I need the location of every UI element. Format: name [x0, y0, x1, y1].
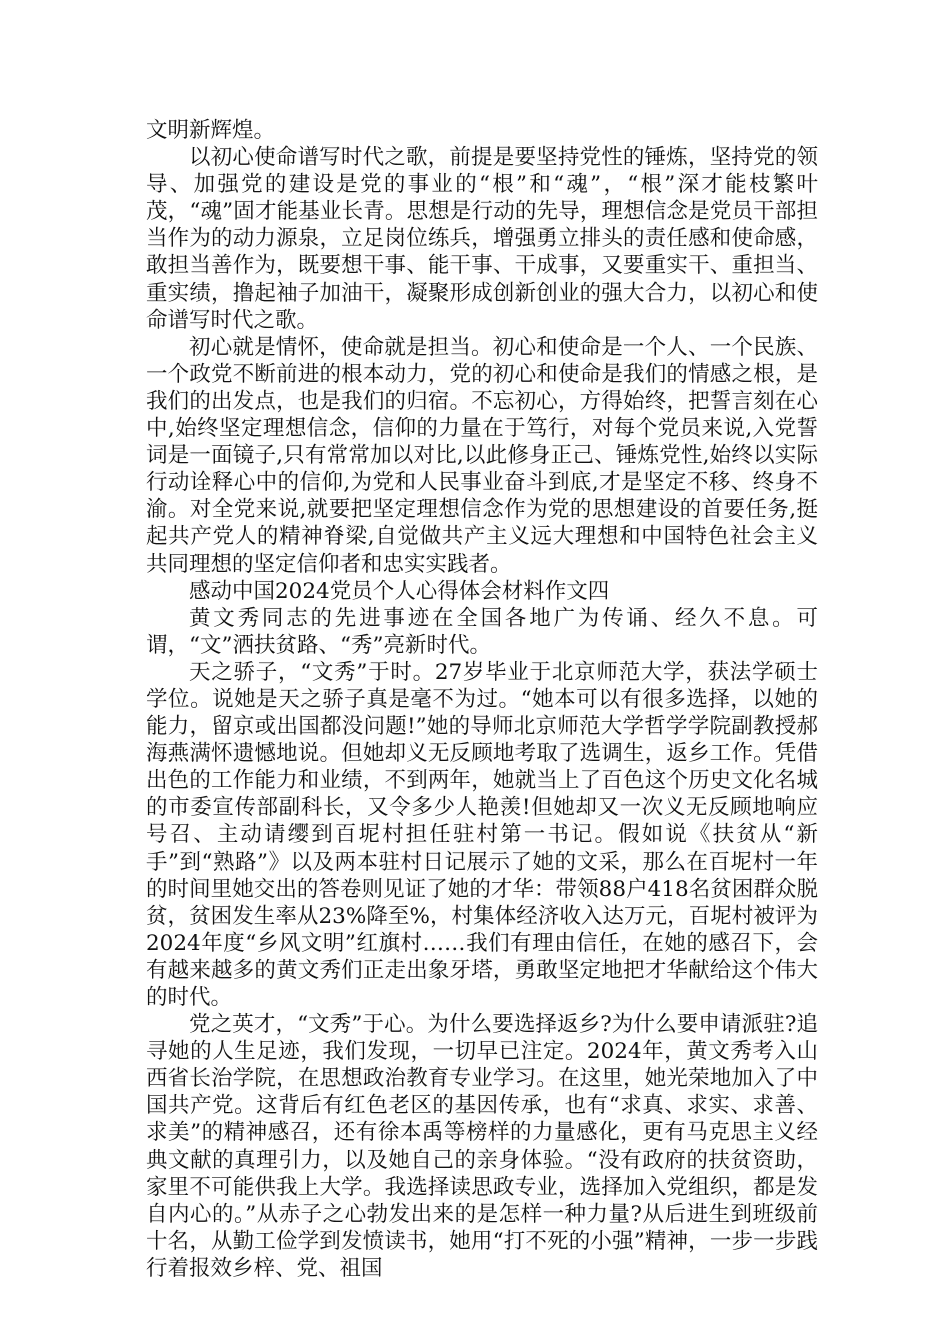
paragraph-talent: 天之骄子，“文秀”于时。27岁毕业于北京师范大学，获法学硕士学位。说她是天之骄子真是毫不为过。“她本可以有很多选择，以她的能力，留京或出国都没问题!”她的导师北京师范大学哲学学院副教授郝海燕满怀遗憾地说。但她却义无反顾地考取了选调生，返乡工作。凭借出色的工作能力和业绩，不到两年，她就当上了百色这个历史文化名城的市委宣传部副科长，又令多少人艳羡!但她却又一次义无反顾地响应号召、主动请缨到百坭村担任驻村第一书记。假如说《扶贫从“新手”到“熟路”》以及两本驻村日记展示了她的文采，那么在百坭村一年的时间里她交出的答卷则见证了她的才华：带领88户418名贫困群众脱贫，贫困发生率从23%降至%，村集体经济收入达万元，百坭村被评为2024年度“乡风文明”红旗村……我们有理由信任，在她的感召下，会有越来越多的黄文秀们正走出象牙塔，勇敢坚定地把才华献给这个伟大的时代。: [146, 659, 818, 1010]
paragraph-huang-wenxiu-intro: 黄文秀同志的先进事迹在全国各地广为传诵、经久不息。可谓，“文”洒扶贫路、“秀”亮新时代。: [146, 605, 818, 658]
paragraph-continuation: 文明新辉煌。: [146, 118, 276, 143]
paragraph-heart: 党之英才，“文秀”于心。为什么要选择返乡?为什么要申请派驻?追寻她的人生足迹，我们发现，一切早已注定。2024年，黄文秀考入山西省长治学院，在思想政治教育专业学习。在这里，她光荣地加入了中国共产党。这背后有红色老区的基因传承，也有“求真、求实、求善、求美”的精神感召，还有徐本禹等榜样的力量感化，更有马克思主义经典文献的真理引力，以及她自己的亲身体验。“没有政府的扶贫资助，家里不可能供我上大学。我选择读思政专业，选择加入党组织，都是发自内心的。”从赤子之心勃发出来的是怎样一种力量?从后进生到班级前十名，从勤工俭学到发愤读书，她用“打不死的小强”精神，一步一步践行着报效乡梓、党、祖国: [146, 1012, 818, 1281]
section-heading: 感动中国2024党员个人心得体会材料作文四: [189, 578, 610, 604]
paragraph-mission-song: 以初心使命谱写时代之歌，前提是要坚持党性的锤炼，坚持党的领导、加强党的建设是党的事业的“根”和“魂”，“根”深才能枝繁叶茂，“魂”固才能基业长青。思想是行动的先导，理想信念是党员干部担当作为的动力源泉，立足岗位练兵，增强勇立排头的责任感和使命感，敢担当善作为，既要想干事、能干事、干成事，又要重实干、重担当、重实绩，撸起袖子加油干，凝聚形成创新创业的强大合力，以初心和使命谱写时代之歌。: [146, 145, 818, 333]
document-page: [146, 117, 818, 1282]
paragraph-original-aspiration: 初心就是情怀，使命就是担当。初心和使命是一个人、一个民族、一个政党不断前进的根本动力，党的初心和使命是我们的情感之根，是我们的出发点，也是我们的归宿。不忘初心，方得始终，把誓言刻在心中,始终坚定理想信念，信仰的力量在于笃行，对每个党员来说,入党誓词是一面镜子,只有常常加以对比,以此修身正己、锤炼党性,始终以实际行动诠释心中的信仰,为党和人民事业奋斗到底,才是坚定不移、终身不渝。对全党来说,就要把坚定理想信念作为党的思想建设的首要任务,挺起共产党人的精神脊梁,自觉做共产主义远大理想和中国特色社会主义共同理想的坚定信仰者和忠实实践者。: [146, 334, 818, 577]
